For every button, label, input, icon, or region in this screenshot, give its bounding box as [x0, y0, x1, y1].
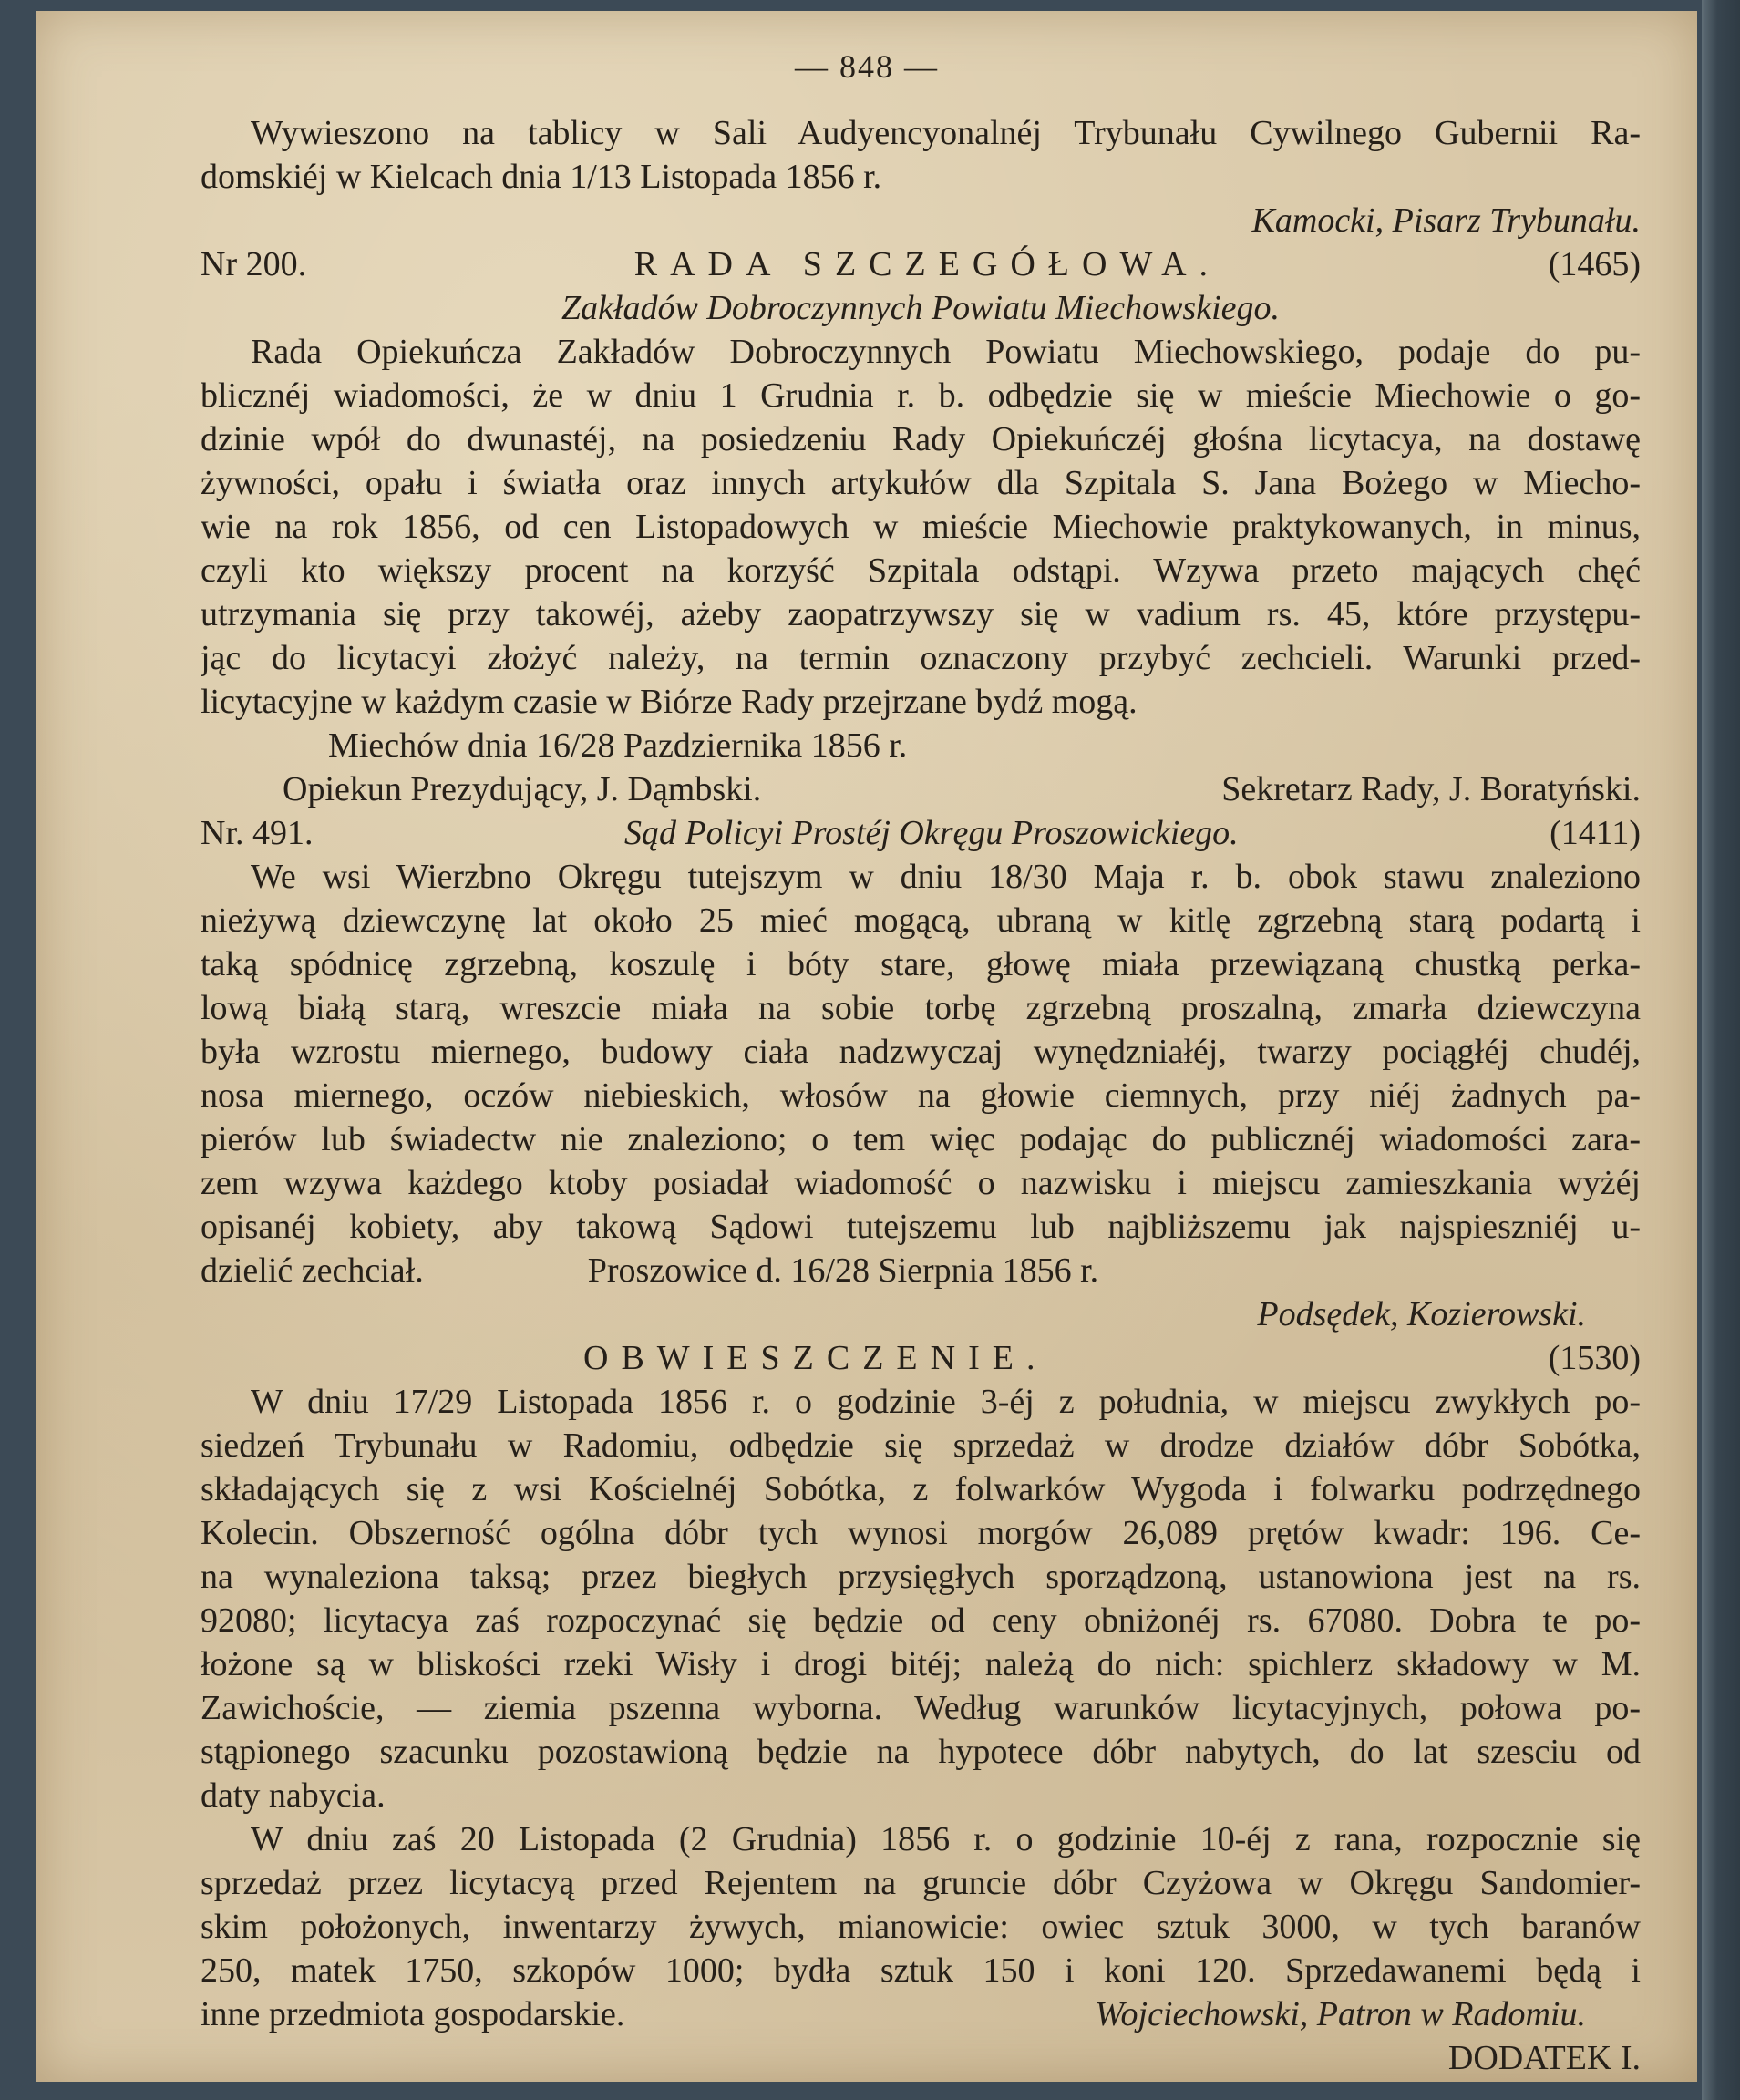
notice4-header: [201, 1336, 1641, 1380]
notice4-last-line: [201, 1992, 1641, 2036]
notice3-signature: Podsędek, Kozierowski.: [1257, 1295, 1586, 1333]
notice2-line: licytacyjne w każdym czasie w Biórze Rady przejrzane bydź mogą.: [201, 683, 1138, 721]
footer-supplement: DODATEK I.: [1447, 2039, 1641, 2077]
notice4-line: daty nabycia.: [201, 1776, 386, 1815]
page-text: [201, 111, 1641, 2080]
notice2-signature-left: Opiekun Prezydujący, J. Dąmbski.: [283, 770, 762, 808]
notice2-signatures: [201, 767, 1641, 811]
newspaper-page: [36, 11, 1697, 2082]
notice3-heading: Sąd Policyi Prostéj Okręgu Proszowickiego.: [623, 814, 1239, 852]
notice3-line: We wsi Wierzbno Okręgu tutejszym w dniu 18/30 Maja r. b. obok stawu znaleziono: [251, 858, 1641, 896]
notice3-code: (1411): [1550, 814, 1641, 852]
notice4-line: 250, matek 1750, szkopów 1000; bydła sztuk 150 i koni 120. Sprzedawanemi będą i: [201, 1951, 1641, 1990]
notice4-line: sprzedaż przez licytacyą przed Rejentem na gruncie dóbr Czyżowa w Okręgu Sandomier-: [201, 1864, 1641, 1902]
notice3-last-line-left: dzielić zechciał.: [201, 1251, 424, 1290]
notice2-place-date: Miechów dnia 16/28 Pazdziernika 1856 r.: [328, 726, 908, 765]
notice3-header: [201, 811, 1641, 855]
notice4-line: skim położonych, inwentarzy żywych, mianowicie: owiec sztuk 3000, w tych baranów: [201, 1908, 1641, 1946]
notice2-code: (1465): [1548, 245, 1641, 283]
scanner-frame-edge: [1702, 0, 1740, 2100]
notice3-line: nosa miernego, oczów niebieskich, włosów na głowie ciemnych, przy niéj żadnych pa-: [201, 1076, 1641, 1115]
notice4-line: 92080; licytacya zaś rozpoczynać się będzie od ceny obniżonéj rs. 67080. Dobra te po-: [201, 1601, 1641, 1640]
notice4-line: stąpionego szacunku pozostawioną będzie na hypotece dóbr nabytych, do lat szesciu od: [201, 1733, 1641, 1771]
notice1-line: domskiéj w Kielcach dnia 1/13 Listopada 1856 r.: [201, 158, 882, 196]
notice4-last-line-right: Wojciechowski, Patron w Radomiu.: [1095, 1995, 1586, 2033]
notice4-heading: OBWIESZCZENIE.: [583, 1339, 1048, 1377]
page-number: — 848 —: [795, 48, 939, 85]
notice4-line: łożone są w bliskości rzeki Wisły i drogi bitéj; należą do nich: spichlerz składowy w M.: [201, 1645, 1641, 1683]
notice3-line: zem wzywa każdego ktoby posiadał wiadomość o nazwisku i miejscu zamieszkania wyżéj: [201, 1164, 1641, 1202]
notice2-line: wie na rok 1856, od cen Listopadowych w mieście Miechowie praktykowanych, in minus,: [201, 508, 1641, 546]
notice2-line: Rada Opiekuńcza Zakładów Dobroczynnych Powiatu Miechowskiego, podaje do pu-: [251, 333, 1641, 371]
notice2-line: utrzymania się przy takowéj, ażeby zaopatrzywszy się w vadium rs. 45, które przystępu-: [201, 595, 1641, 633]
notice2-line: dzinie wpół do dwunastéj, na posiedzeniu Rady Opiekuńczéj głośna licytacya, na dostawę: [201, 420, 1641, 458]
notice3-line: była wzrostu miernego, budowy ciała nadzwyczaj wynędzniałéj, twarzy pociągłéj chudéj,: [201, 1033, 1641, 1071]
notice1-signature: Kamocki, Pisarz Trybunału.: [1251, 201, 1641, 240]
notice2-line: jąc do licytacyi złożyć należy, na termin oznaczony przybyć zechcieli. Warunki przed-: [201, 639, 1641, 677]
notice3-last-line-right: Proszowice d. 16/28 Sierpnia 1856 r.: [587, 1251, 1099, 1290]
notice3-line: nieżywą dziewczynę lat około 25 mieć mogącą, ubraną w kitlę zgrzebną starą podartą i: [201, 901, 1641, 940]
notice3-line: lową białą starą, wreszcie miała na sobie torbę zgrzebną proszalną, zmarła dziewczyna: [201, 989, 1641, 1027]
notice2-line: blicznéj wiadomości, że w dniu 1 Grudnia r. b. odbędzie się w mieście Miechowie o go-: [201, 376, 1641, 415]
notice4-line: W dniu 17/29 Listopada 1856 r. o godzinie 3-éj z południa, w miejscu zwykłych po-: [251, 1383, 1641, 1421]
notice3-last-line: [201, 1249, 1641, 1292]
notice3-number: Nr. 491.: [201, 814, 314, 852]
notice4-line: siedzeń Trybunału w Radomiu, odbędzie się sprzedaż w drodze działów dóbr Sobótka,: [201, 1426, 1641, 1465]
notice1-line: Wywieszono na tablicy w Sali Audyencyonalnéj Trybunału Cywilnego Gubernii Ra-: [251, 114, 1641, 152]
notice2-line: żywności, opału i światła oraz innych artykułów dla Szpitala S. Jana Bożego w Miecho-: [201, 464, 1641, 502]
notice3-line: taką spódnicę zgrzebną, koszulę i bóty stare, głowę miała przewiązaną chustką perka-: [201, 945, 1641, 983]
notice4-last-line-left: inne przedmiota gospodarskie.: [201, 1995, 625, 2033]
notice4-line: Zawichoście, — ziemia pszenna wyborna. Według warunków licytacyjnych, połowa po-: [201, 1689, 1641, 1727]
notice4-line: Kolecin. Obszerność ogólna dóbr tych wynosi morgów 26,089 prętów kwadr: 196. Ce-: [201, 1514, 1641, 1552]
notice2-signature-right: Sekretarz Rady, J. Boratyński.: [1221, 770, 1641, 808]
notice2-number: Nr 200.: [201, 245, 307, 283]
notice2-header: [201, 242, 1641, 286]
notice2-subheading: Zakładów Dobroczynnych Powiatu Miechowskiego.: [561, 289, 1281, 327]
notice2-heading: RADA SZCZEGÓŁOWA.: [633, 245, 1221, 283]
notice3-line: pierów lub świadectw nie znaleziono; o tem więc podając do publicznéj wiadomości zara-: [201, 1120, 1641, 1158]
notice4-line: na wynaleziona taksą; przez biegłych przysięgłych sporządzoną, ustanowiona jest na rs.: [201, 1558, 1641, 1596]
notice2-line: czyli kto większy procent na korzyść Szpitala odstąpi. Wzywa przeto mających chęć: [201, 551, 1641, 590]
notice4-line: składających się z wsi Kościelnéj Sobótka, z folwarków Wygoda i folwarku podrzędnego: [201, 1470, 1641, 1508]
notice4-line: W dniu zaś 20 Listopada (2 Grudnia) 1856 r. o godzinie 10-éj z rana, rozpocznie się: [251, 1820, 1641, 1858]
notice4-code: (1530): [1548, 1339, 1641, 1377]
notice3-line: opisanéj kobiety, aby takową Sądowi tutejszemu lub najbliższemu jak najspieszniéj u-: [201, 1208, 1641, 1246]
